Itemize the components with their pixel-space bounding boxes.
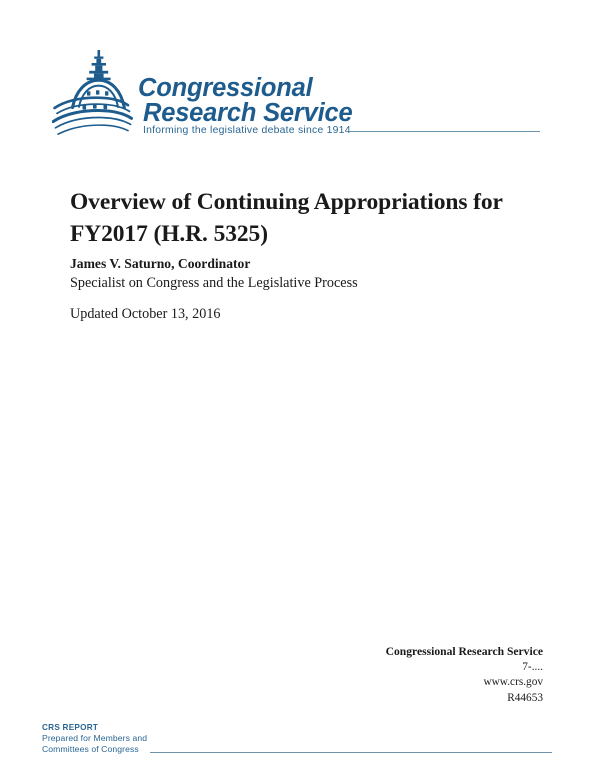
crs-report-label: CRS REPORT xyxy=(42,723,99,732)
colophon-organization: Congressional Research Service xyxy=(385,645,543,658)
brand-tagline: Informing the legislative debate since 1914 xyxy=(143,125,351,136)
page-title: Overview of Continuing Appropriations for FY2017 (H.R. 5325) xyxy=(70,188,503,247)
crs-report-subtitle-line2: Committees of Congress xyxy=(42,743,139,754)
capitol-dome-icon xyxy=(52,50,148,138)
footer-divider xyxy=(150,752,552,753)
wordmark-line-congressional: Congressional xyxy=(138,74,313,102)
crs-wordmark xyxy=(138,76,438,126)
wordmark-line-research-service: Research Service xyxy=(143,99,353,127)
byline xyxy=(70,254,522,293)
colophon-website[interactable]: www.crs.gov xyxy=(483,676,543,688)
colophon xyxy=(386,644,543,706)
crs-report-subtitle-line1: Prepared for Members and xyxy=(42,733,148,743)
updated-date: Updated October 13, 2016 xyxy=(70,306,221,322)
colophon-phone: 7-.... xyxy=(522,660,543,673)
author-name: James V. Saturno, Coordinator xyxy=(70,256,251,271)
masthead-divider xyxy=(350,131,540,132)
colophon-report-number: R44653 xyxy=(507,691,543,704)
crs-report-footer xyxy=(42,722,562,756)
author-role: Specialist on Congress and the Legislative Process xyxy=(70,275,358,291)
masthead xyxy=(52,50,552,142)
